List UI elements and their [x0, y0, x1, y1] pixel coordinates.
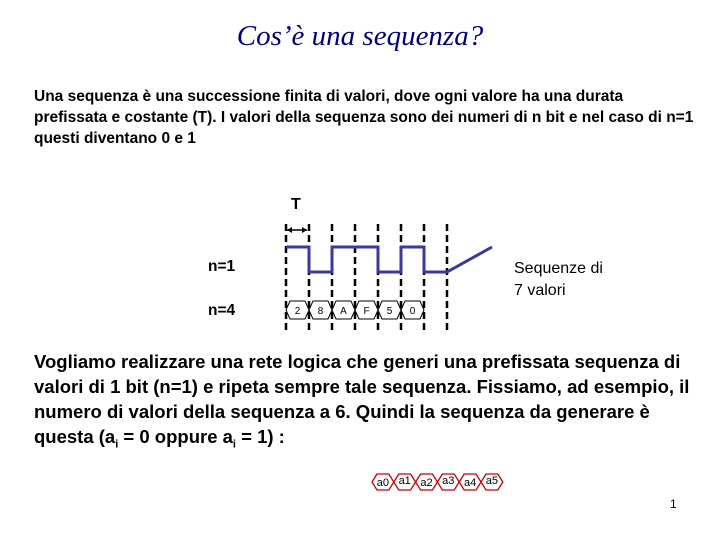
hex-sequence	[372, 474, 503, 490]
period-label: T	[291, 196, 301, 213]
period-arrow	[287, 227, 307, 233]
intro-paragraph: Una sequenza è una successione finita di valori, dove ogni valore ha una durata prefissata e costante (T). I valori della sequenza sono dei numeri di n bit e nel caso di n=1 questi diventano 0 e 1	[34, 88, 694, 147]
hex-label: a1	[398, 475, 411, 487]
body-text-2: = 0 oppure a	[118, 426, 233, 447]
n4-value: 2	[294, 306, 301, 317]
hex-label: a0	[376, 477, 390, 489]
n1-label: n=1	[208, 258, 236, 275]
sequence-note: Sequenze di 7 valori	[514, 260, 603, 299]
body-text-3: = 1) :	[235, 426, 285, 447]
n1-waveform	[286, 247, 492, 272]
hex-label: a5	[485, 475, 499, 487]
explanation-paragraph	[34, 349, 694, 458]
period-dividers	[286, 224, 447, 334]
page-number: 1	[670, 497, 677, 511]
hex-label: a3	[442, 475, 455, 487]
n4-value: 0	[409, 306, 416, 317]
n4-value: 8	[317, 306, 324, 317]
hex-label: a4	[463, 477, 477, 489]
subscript-i-2: i	[232, 438, 236, 451]
subscript-i-1: i	[115, 438, 119, 451]
n4-value: 5	[386, 306, 393, 317]
n4-label: n=4	[208, 302, 236, 319]
slide-title: Cos’è una sequenza?	[236, 20, 484, 52]
n4-value: A	[340, 306, 347, 317]
hex-label: a2	[420, 477, 433, 489]
body-text-1: Vogliamo realizzare una rete logica che generi una prefissata sequenza di valori di 1 bit (n=1) e ripeta sempre tale sequenza. Fissiamo, ad esempio, il numero di valori della sequenza a 6. Quindi la sequenza da generare è questa (a	[34, 351, 690, 447]
n4-value: F	[363, 306, 370, 317]
